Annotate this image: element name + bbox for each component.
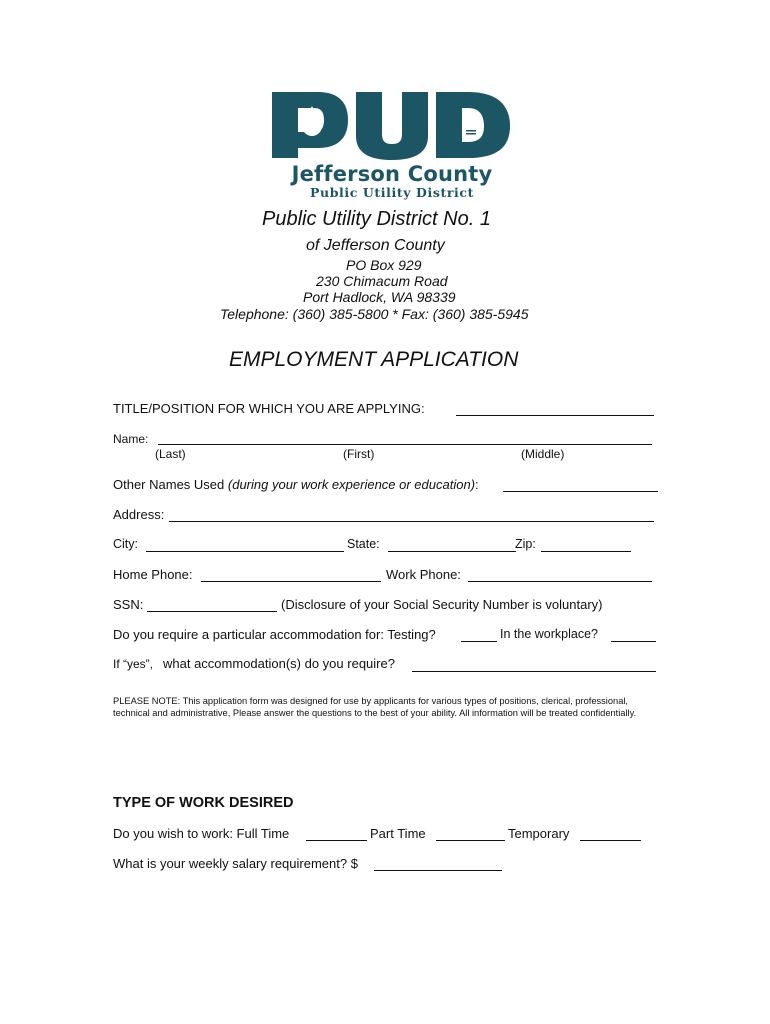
zip-field[interactable] <box>541 537 631 552</box>
other-names-colon: : <box>475 477 479 492</box>
other-names-hint: (during your work experience or education) <box>227 477 476 492</box>
ssn-label: SSN: <box>113 597 144 612</box>
temporary-label: Temporary <box>508 826 570 841</box>
other-names-label <box>113 477 479 492</box>
accommodation-detail-field[interactable] <box>412 657 656 672</box>
accommodation-label: Do you require a particular accommodation for: Testing? <box>113 627 436 642</box>
part-time-field[interactable] <box>436 826 505 841</box>
org-sub: of Jefferson County <box>306 237 445 254</box>
part-time-label: Part Time <box>370 826 426 841</box>
address-line-3: Port Hadlock, WA 98339 <box>303 289 456 305</box>
position-field[interactable] <box>456 401 654 416</box>
org-name: Public Utility District No. 1 <box>262 208 491 230</box>
address-line-2: 230 Chimacum Road <box>316 273 448 289</box>
temporary-field[interactable] <box>580 826 641 841</box>
zip-label: Zip: <box>515 537 536 551</box>
other-names-text: Other Names Used <box>113 477 225 492</box>
name-last-caption: (Last) <box>155 447 186 461</box>
ssn-note: (Disclosure of your Social Security Number is voluntary) <box>281 597 603 612</box>
city-label: City: <box>113 537 138 551</box>
work-phone-field[interactable] <box>468 567 652 582</box>
name-first-caption: (First) <box>343 447 375 461</box>
name-middle-caption: (Middle) <box>521 447 565 461</box>
home-phone-label: Home Phone: <box>113 567 193 582</box>
position-label: TITLE/POSITION FOR WHICH YOU ARE APPLYING: <box>113 401 425 416</box>
full-time-label: Do you wish to work: Full Time <box>113 826 290 841</box>
logo-line2: Public Utility District <box>310 185 474 200</box>
if-yes-label: If “yes”, <box>113 657 154 671</box>
testing-field[interactable] <box>461 627 497 642</box>
what-accommodation-label: what accommodation(s) do you require? <box>163 656 395 671</box>
full-time-field[interactable] <box>306 826 367 841</box>
name-field[interactable] <box>158 430 652 445</box>
state-field[interactable] <box>388 537 516 552</box>
salary-field[interactable] <box>374 856 502 871</box>
work-section-heading: TYPE OF WORK DESIRED <box>113 795 294 811</box>
form-title: EMPLOYMENT APPLICATION <box>229 348 519 371</box>
workplace-label: In the workplace? <box>500 627 598 641</box>
address-line-1: PO Box 929 <box>346 257 422 273</box>
pud-logo <box>268 88 514 204</box>
home-phone-field[interactable] <box>201 567 381 582</box>
other-names-field[interactable] <box>503 477 658 492</box>
logo-line1: Jefferson County <box>291 162 493 186</box>
name-label: Name: <box>113 432 149 446</box>
address-field[interactable] <box>169 507 654 522</box>
address-label: Address: <box>113 507 165 522</box>
phone-fax: Telephone: (360) 385-5800 * Fax: (360) 385-5945 <box>220 306 529 322</box>
work-phone-label: Work Phone: <box>386 567 461 582</box>
salary-label: What is your weekly salary requirement? $ <box>113 856 358 871</box>
state-label: State: <box>347 537 380 551</box>
city-field[interactable] <box>146 537 344 552</box>
workplace-field[interactable] <box>611 627 656 642</box>
ssn-field[interactable] <box>147 597 277 612</box>
please-note-text: PLEASE NOTE: This application form was designed for use by applicants for various types of positions, clerical, professional, technical and administrative, Please answer the questions to the best of your ability. All information will be treated confidentially. <box>113 696 637 718</box>
